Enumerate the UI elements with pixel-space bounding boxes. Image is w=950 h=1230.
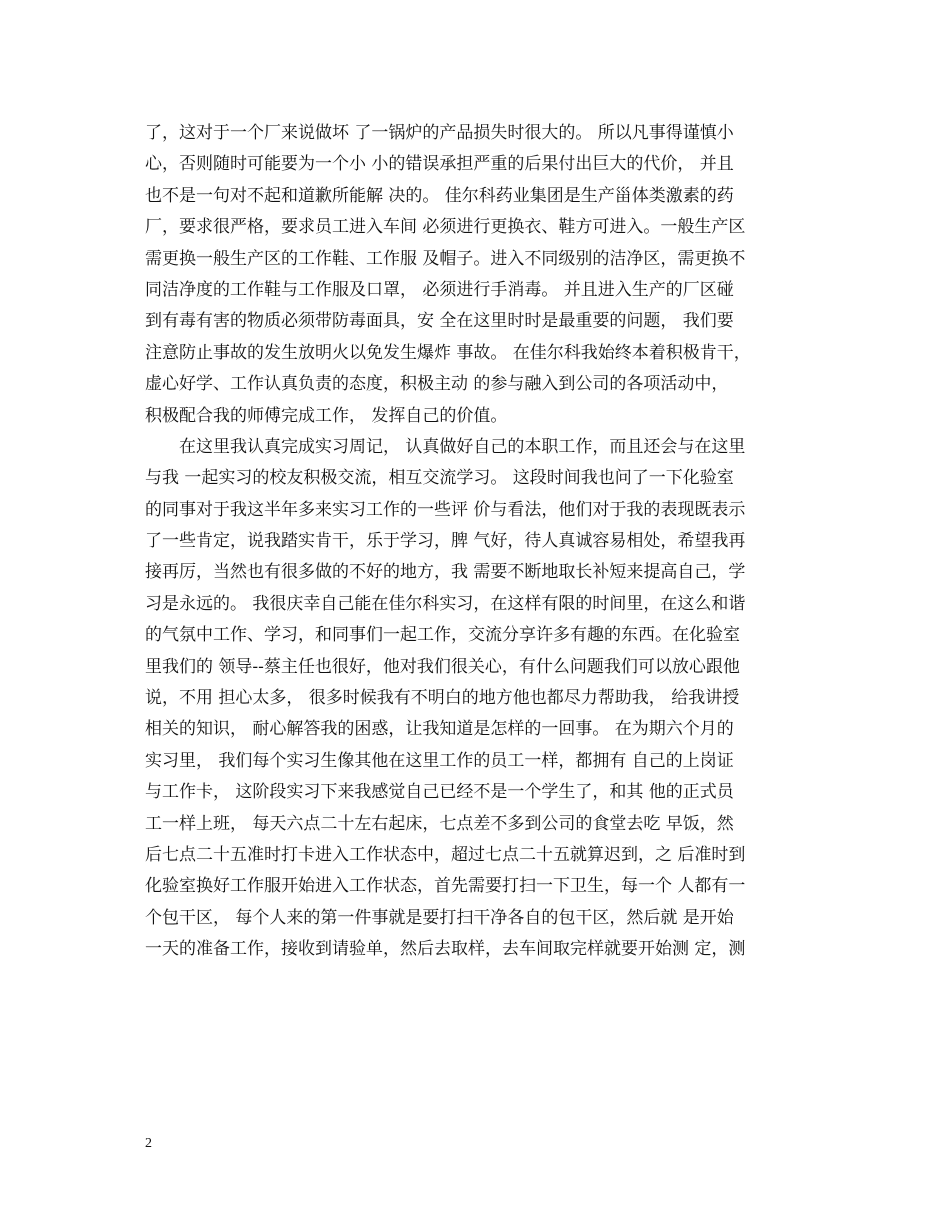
- text-line: 里我们的 领导--蔡主任也很好，他对我们很关心，有什么问题我们可以放心跟他: [145, 656, 740, 677]
- text-line: 习是永远的。 我很庆幸自己能在佳尔科实习，在这样有限的时间里，在这么和谐: [145, 593, 746, 614]
- body-text: [145, 118, 810, 966]
- text-line: 到有毒有害的物质必须带防毒面具，安 全在这里时时是最重要的问题， 我们要: [145, 311, 734, 332]
- text-line: 说，不用 担心太多， 很多时候我有不明白的地方他也都尽力帮助我， 给我讲授: [145, 688, 740, 709]
- text-line: 心，否则随时可能要为一个小 小的错误承担严重的后果付出巨大的代价， 并且: [145, 154, 734, 175]
- text-line: 个包干区， 每个人来的第一件事就是要打扫干净各自的包干区，然后就 是开始: [145, 907, 734, 928]
- text-line: 与我 一起实习的校友积极交流，相互交流学习。 这段时间我也问了一下化验室: [145, 468, 734, 489]
- text-line: 也不是一句对不起和道歉所能解 决的。 佳尔科药业集团是生产甾体类激素的药: [145, 185, 734, 206]
- text-line: 一天的准备工作，接收到请验单，然后去取样，去车间取完样就要开始测 定，测: [145, 939, 746, 960]
- text-line: 相关的知识， 耐心解答我的困惑，让我知道是怎样的一回事。 在为期六个月的: [145, 719, 734, 740]
- text-line: 厂，要求很严格，要求员工进入车间 必须进行更换衣、鞋方可进入。一般生产区: [145, 217, 746, 238]
- text-line: 化验室换好工作服开始进入工作状态，首先需要打扫一下卫生，每一个 人都有一: [145, 876, 746, 897]
- text-line: 需更换一般生产区的工作鞋、工作服 及帽子。进入不同级别的洁净区，需更换不: [145, 248, 746, 269]
- text-line: 与工作卡， 这阶段实习下来我感觉自己已经不是一个学生了，和其 他的正式员: [145, 782, 734, 803]
- text-line: 注意防止事故的发生放明火以免发生爆炸 事故。 在佳尔科我始终本着积极肯干，: [145, 342, 751, 363]
- text-line: 接再厉，当然也有很多做的不好的地方，我 需要不断地取长补短来提高自己，学: [145, 562, 746, 583]
- text-line: 的同事对于我这半年多来实习工作的一些评 价与看法，他们对于我的表现既表示: [145, 499, 746, 520]
- page-number: 2: [145, 1136, 152, 1151]
- text-line: 实习里， 我们每个实习生像其他在这里工作的员工一样，都拥有 自己的上岗证: [145, 750, 734, 771]
- text-line: 工一样上班， 每天六点二十左右起床，七点差不多到公司的食堂去吃 早饭，然: [145, 813, 734, 834]
- text-line: 在这里我认真完成实习周记， 认真做好自己的本职工作，而且还会与在这里: [145, 436, 746, 457]
- text-line: 的气氛中工作、学习，和同事们一起工作，交流分享许多有趣的东西。在化验室: [145, 625, 740, 646]
- text-line: 了一些肯定，说我踏实肯干，乐于学习，脾 气好，待人真诚容易相处，希望我再: [145, 531, 746, 552]
- text-line: 虚心好学、工作认真负责的态度，积极主动 的参与融入到公司的各项活动中，: [145, 374, 729, 395]
- text-line: 后七点二十五准时打卡进入工作状态中，超过七点二十五就算迟到，之 后准时到: [145, 844, 746, 865]
- text-line: 积极配合我的师傅完成工作， 发挥自己的价值。: [145, 405, 508, 426]
- text-line: 同洁净度的工作鞋与工作服及口罩， 必须进行手消毒。 并且进入生产的厂区碰: [145, 279, 734, 300]
- text-line: 了，这对于一个厂来说做坏 了一锅炉的产品损失时很大的。 所以凡事得谨慎小: [145, 123, 734, 143]
